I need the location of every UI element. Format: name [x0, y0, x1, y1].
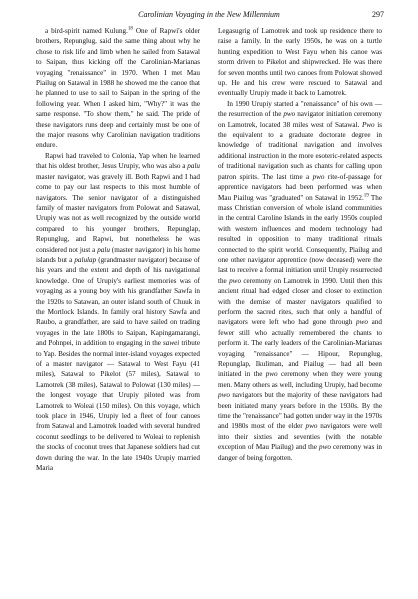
text-run: ceremony on Lamotrek in 1990. Until then this ancient ritual had edged closer and closer to extinction with the demise of master navigators qualified to perform the sacred rites, such that only a handful of navigators were left who had gone through	[218, 276, 382, 327]
text-run: (master navigator) in his home islands but a	[36, 245, 200, 264]
text-run: One of Rapwi's older brothers, Repunglug, said the same thing about why he chose to risk life and limb when he sailed from Satawal to Saipan, thus kicking off the Carolinian-Marianas voyaging "renaissance" in 1970. When I met Mau Piailug on Satawal in 1988 he showed me the canoe that he planned to use to sail to Saipan in the spring of the following year. When I asked him, "Why?" it was the same response. "To show them," he said. The pride of these navigators runs deep and certainly must be one of the major reasons why Carolinian navigation traditions endure.	[36, 27, 200, 150]
italic-term: palulap	[74, 255, 97, 264]
italic-term: sawei	[163, 339, 180, 348]
text-run: (grandmaster navigator) because of his years and the extent and depth of his navigational knowledge. One of Urupiy's earliest memories was of voyaging as a young boy with his grandfather Sawfa in the 1920s to Satawan, an outer island south of Chuuk in the Mortlock Islands. In family oral history Sawfa and Raubo, a grandfather, are said to have sailed on trading voyages in the late 1800s to Saipan, Kapingamarangi, and Pohnpei, in addition to engaging in the	[36, 255, 200, 348]
text-run: and fewer still who actually remembered the chants to perform it. The early leaders of the Carolinian-Marianas voyaging "renaissance" — Hipour, Repunglug, Repunglap, Ikuliman, and Piailug — had all been initiated in the	[218, 318, 382, 379]
italic-term: pwo	[305, 422, 318, 431]
footnote-marker: 19	[363, 193, 369, 199]
text-run: master navigator, was gravely ill. Both Rapwi and I had come to pay our last respects to this most humble of navigators. The senior navigator of a distinguished family of master navigators from Polowat and Satawal, Urupiy was not as well recognized by the outside world compared to his younger brothers, Repunglap, Repunglug, and Rapwi, but nonetheless he was considered not just a	[36, 172, 200, 254]
italic-term: pwo	[356, 318, 368, 327]
italic-term: pwo	[319, 443, 331, 452]
text-run: ceremony was in danger of being forgotten.	[218, 443, 382, 462]
italic-term: Pwo	[361, 120, 375, 129]
text-run: is the equivalent to a graduate doctorate degree in knowledge of traditional navigation and involves additional instruction in the more esoteric-related aspects of traditional navigation such as chants for calling upon patron spirits. The last time a	[218, 120, 382, 181]
right-text-column	[218, 26, 382, 582]
text-run: rite-of-passage for apprentice navigators had been performed was when Mau Piailug was "graduated" on Satawal in 1952.	[218, 172, 382, 202]
text-run: a bird-spirit named Kulung.	[45, 27, 128, 35]
text-run: In 1990 Urupiy started a "renaissance" of his own — the resurrection of the	[218, 99, 382, 119]
text-run: Rapwi had traveled to Colonia, Yap when he learned that his oldest brother, Jesus Urupiy, who was also a	[36, 151, 200, 171]
italic-term: palu	[97, 245, 110, 254]
footnote-marker: 18	[127, 26, 133, 32]
italic-term: pwo	[283, 110, 296, 119]
text-run: tribute to Yap. Besides the normal inter-island voyages expected of a master navigator — Satawal to West Fayu (41 miles), Satawal to Pikelot (57 miles), Satawal to Lamotrek (38 miles), Satawal to Polowat (130 miles) — the longest voyage that Urupiy piloted was from Lamotrek to Woleai (150 miles). On this voyage, which took place in 1946, Urupiy led a fleet of four canoes from Satawal and Lamotrek loaded with several hundred coconut seedlings to be delivered to Woleai to replenish the stocks of coconut trees that Japanese soldiers had cut down during the war. In the late 1940s Urupiy married Maria	[36, 339, 200, 473]
italic-term: pwo	[229, 276, 242, 285]
text-run: The mass Christian conversion of whole island communities in the central Caroline Islands in the early 1950s coupled with western influences and modern technology had resulted in opposition to many traditional rituals connected to the spirit world. Consequently, Piailug and one other navigator apprentice (now deceased) were the last to receive a formal initiation until Urupiy resurrected the	[218, 193, 382, 285]
text-run: ceremony when they were young men. Many others as well, including Urupiy, had become	[218, 370, 382, 389]
text-run: navigators but the majority of these navigators had been initiated many years before in the 1930s. By the time the "renaissance" had gotten under way in the 1970s and 1980s most of the elder	[218, 391, 382, 431]
paragraph	[36, 26, 200, 151]
italic-term: pwo	[265, 370, 278, 379]
paragraph	[218, 99, 382, 463]
italic-term: pwo	[312, 172, 325, 181]
left-text-column	[36, 26, 200, 582]
italic-term: pwo	[218, 391, 230, 400]
text-run: navigator initiation ceremony on Lamotrek, located 38 miles west of Satawal.	[218, 110, 382, 129]
page-number: 297	[372, 10, 384, 19]
running-header-title: Carolinian Voyaging in the New Millennium	[138, 10, 280, 19]
text-run: navigators were well into their sixties and seventies (with the notable exception of Mau Piailug) and the	[218, 422, 382, 452]
text-run: Legasugrig of Lamotrek and took up residence there to raise a family. In the early 1950s, he was on a turtle hunting expedition to West Fayu when his canoe was storm driven to Pikelot and shipwrecked. He was there for seven months until two canoes from Polowat showed up. He and his crew were rescued to Satawal and eventually Urupiy made it back to Lamotrek.	[218, 27, 382, 98]
paragraph	[218, 26, 382, 99]
italic-term: palu	[187, 162, 200, 171]
paragraph	[36, 151, 200, 474]
